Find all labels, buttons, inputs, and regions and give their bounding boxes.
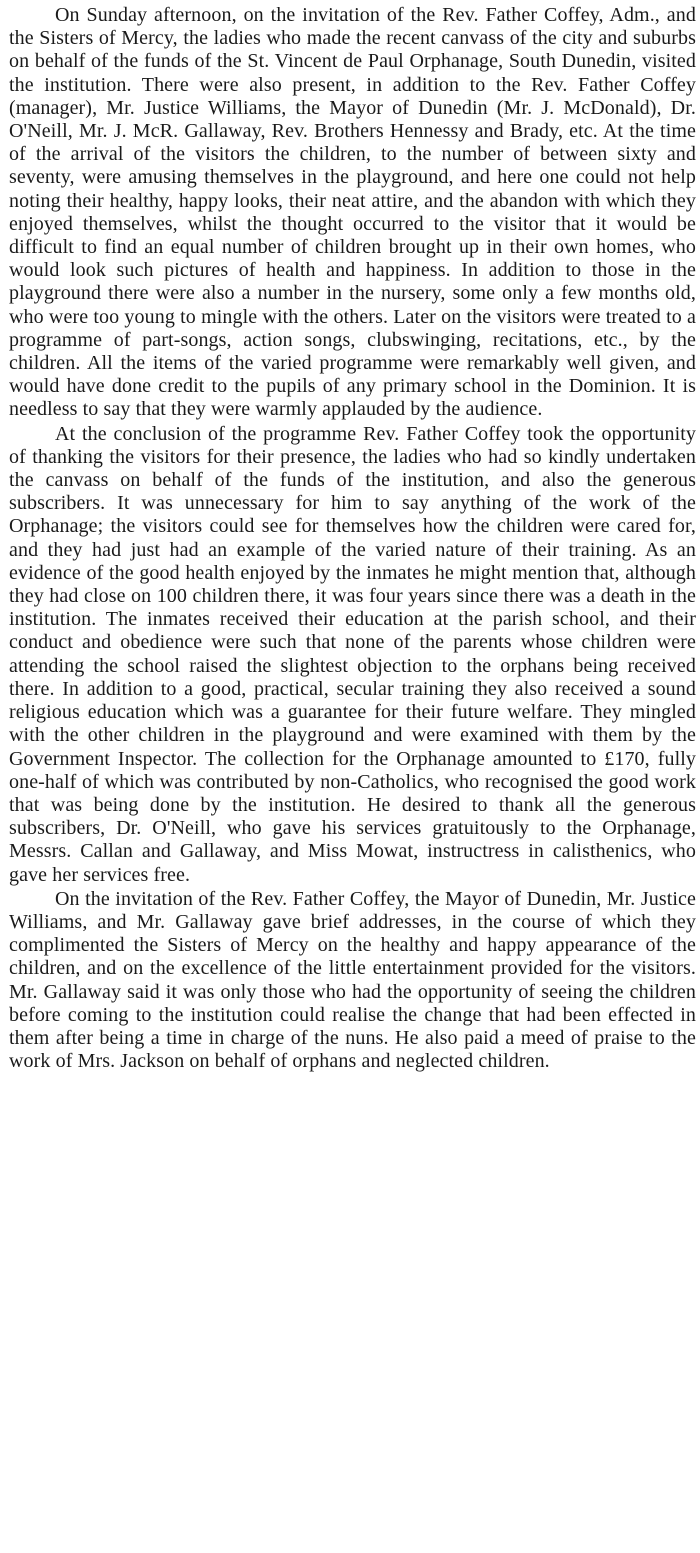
article-paragraph-father-coffey-speech: At the conclusion of the programme Rev. Father Coffey took the opportunity of thanking the visitors for their presence, the ladies who had so kindly undertaken the canvass on behalf of the funds of the institution, and also the generous subscribers. It was unnecessary for him to say anything of the work of the Orphanage; the visitors could see for themselves how the children were cared for, and they had just had an example of the varied nature of their training. As an evidence of the good health enjoyed by the inmates he might mention that, although they had close on 100 children there, it was four years since there was a death in the institution. The inmates received their education at the parish school, and their conduct and obedience were such that none of the parents whose children were attending the school raised the slightest objection to the orphans being received there. In addition to a good, practical, secular training they also received a sound religious education which was a guarantee for their future welfare. They mingled with the other children in the playground and were examined with them by the Government Inspector. The collection for the Orphanage amounted to £170, fully one-half of which was contributed by non-Catholics, who recognised the good work that was being done by the institution. He desired to thank all the generous subscribers, Dr. O'Neill, who gave his services gratuitously to the Orphanage, Messrs. Callan and Gallaway, and Miss Mowat, instructress in calisthenics, who gave her services free. [9, 422, 696, 886]
article-paragraph-visit: On Sunday afternoon, on the invitation of the Rev. Father Coffey, Adm., and the Sisters of Mercy, the ladies who made the recent canvass of the city and suburbs on behalf of the funds of the St. Vincent de Paul Orphanage, South Dunedin, visited the institution. There were also present, in addition to the Rev. Father Coffey (manager), Mr. Justice Williams, the Mayor of Dunedin (Mr. J. McDonald), Dr. O'Neill, Mr. J. McR. Gallaway, Rev. Brothers Hennessy and Brady, etc. At the time of the arrival of the visitors the children, to the number of between sixty and seventy, were amusing themselves in the playground, and here one could not help noting their healthy, happy looks, their neat attire, and the abandon with which they enjoyed themselves, whilst the thought occurred to the visitor that it would be difficult to find an equal number of children brought up in their own homes, who would look such pictures of health and happiness. In addition to those in the playground there were also a number in the nursery, some only a few months old, who were too young to mingle with the others. Later on the visitors were treated to a programme of part-songs, action songs, clubswinging, recitations, etc., by the children. All the items of the varied programme were remarkably well given, and would have done credit to the pupils of any primary school in the Dominion. It is needless to say that they were warmly applauded by the audience. [9, 4, 696, 421]
article-paragraph-addresses: On the invitation of the Rev. Father Coffey, the Mayor of Dunedin, Mr. Justice Williams, and Mr. Gallaway gave brief addresses, in the course of which they complimented the Sisters of Mercy on the healthy and happy appearance of the children, and on the excellence of the little entertainment provided for the visitors. Mr. Gallaway said it was only those who had the opportunity of seeing the children before coming to the institution could realise the change that had been effected in them after being a time in charge of the nuns. He also paid a meed of praise to the work of Mrs. Jackson on behalf of orphans and neglected children. [9, 887, 696, 1073]
article-body [9, 4, 696, 1073]
